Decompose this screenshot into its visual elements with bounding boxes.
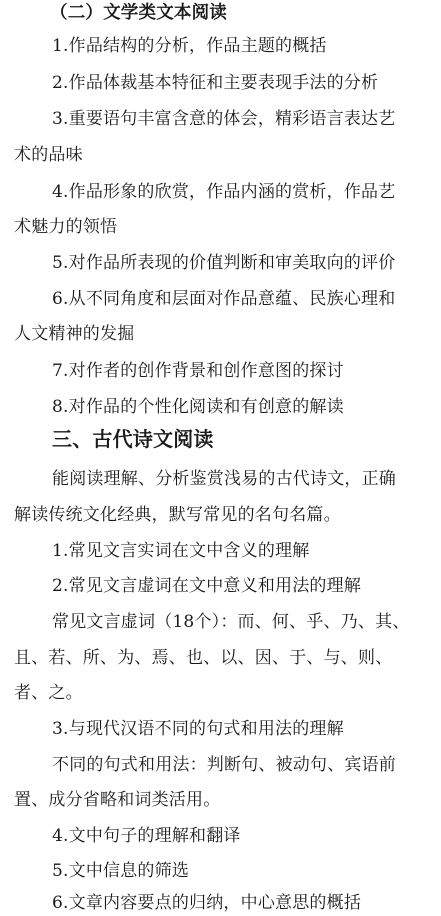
list-item: 8.对作品的个性化阅读和有创意的解读 (52, 397, 344, 417)
list-item: 4.文中句子的理解和翻译 (52, 826, 241, 846)
paragraph-line: 不同的句式和用法：判断句、被动句、宾语前 (52, 755, 396, 775)
section-title-literary-reading: （二）文学类文本阅读 (50, 3, 227, 23)
list-item: 6.从不同角度和层面对作品意蕴、民族心理和 (52, 289, 396, 309)
list-item: 2.常见文言虚词在文中意义和用法的理解 (52, 576, 362, 596)
list-item: 1.常见文言实词在文中含义的理解 (52, 541, 310, 561)
list-item: 4.作品形象的欣赏，作品内涵的赏析，作品艺 (52, 182, 396, 202)
list-item: 5.文中信息的筛选 (52, 861, 190, 881)
paragraph-line: 能阅读理解、分析鉴赏浅易的古代诗文，正确 (52, 469, 396, 489)
section-title-classical-reading: 三、古代诗文阅读 (52, 427, 214, 451)
list-item-continuation: 术魅力的领悟 (14, 217, 118, 237)
list-item: 2.作品体裁基本特征和主要表现手法的分析 (52, 73, 379, 93)
paragraph-line: 且、若、所、为、焉、也、以、因、于、与、则、 (14, 648, 393, 668)
list-item: 5.对作品所表现的价值判断和审美取向的评价 (52, 253, 396, 273)
list-item: 1.作品结构的分析，作品主题的概括 (52, 36, 327, 56)
paragraph-line: 解读传统文化经典，默写常见的名句名篇。 (14, 505, 341, 525)
list-item: 3.重要语句丰富含意的体会，精彩语言表达艺 (52, 109, 396, 129)
list-item: 6.文章内容要点的归纳，中心意思的概括 (52, 893, 362, 913)
list-item: 3.与现代汉语不同的句式和用法的理解 (52, 719, 344, 739)
paragraph-line: 常见文言虚词（18个）：而、何、乎、乃、其、 (52, 612, 410, 632)
list-item: 7.对作者的创作背景和创作意图的探讨 (52, 361, 344, 381)
list-item-continuation: 人文精神的发掘 (14, 324, 135, 344)
list-item-continuation: 术的品味 (14, 145, 83, 165)
paragraph-line: 置、成分省略和词类活用。 (14, 790, 221, 810)
paragraph-line: 者、之。 (14, 683, 83, 703)
